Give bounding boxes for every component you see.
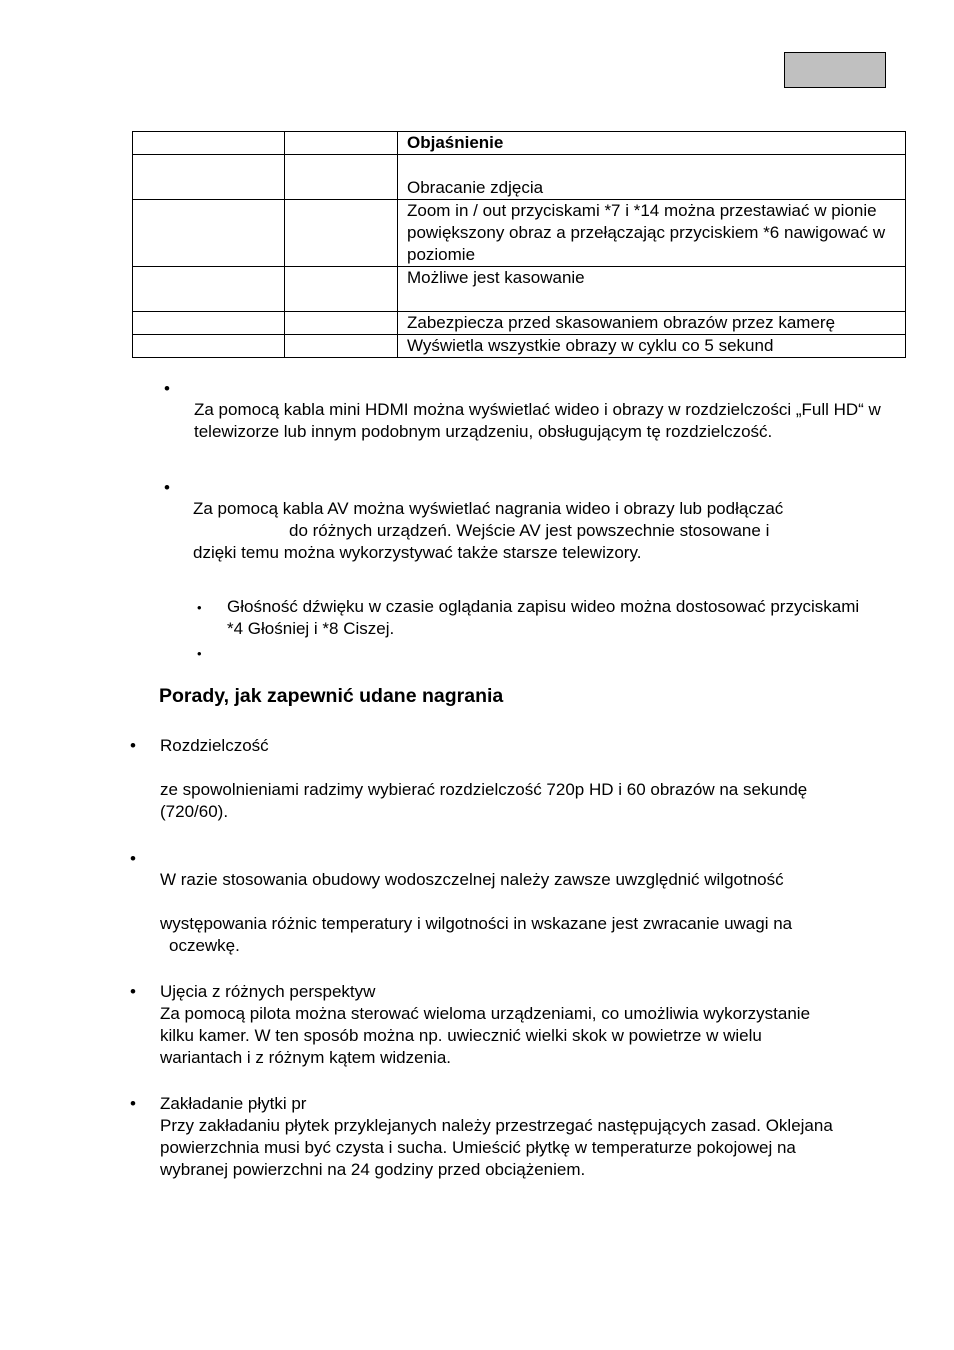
table-cell bbox=[133, 335, 285, 358]
resolution-paragraph: ze spowolnieniami radzimy wybierać rozdzielczość 720p HD i 60 obrazów na sekundę (720/60). bbox=[160, 780, 808, 821]
table-cell bbox=[133, 155, 285, 200]
housing-line3: oczewkę. bbox=[169, 936, 240, 955]
table-cell bbox=[133, 200, 285, 267]
table-cell-explanation: Zoom in / out przyciskami *7 i *14 można przestawiać w pionie powiększony obraz a przełączając przyciskiem *6 nawigować w poziomie bbox=[398, 200, 906, 267]
housing-line1: W razie stosowania obudowy wodoszczelnej należy zawsze uwzględnić wilgotność bbox=[160, 870, 784, 889]
hdmi-paragraph: Za pomocą kabla mini HDMI można wyświetlać wideo i obrazy w rozdzielczości „Full HD“ w telewizorze lub innym podobnym urządzeniu, obsługującym tę rozdzielczość. bbox=[194, 400, 881, 441]
bullet: • bbox=[130, 982, 136, 1001]
bullet: • bbox=[130, 736, 136, 755]
housing-line2: występowania różnic temperatury i wilgotności in wskazane jest zwracanie uwagi na bbox=[160, 914, 793, 933]
resolution-title: Rozdzielczość bbox=[160, 736, 269, 755]
table-cell bbox=[133, 267, 285, 312]
language-tab-box bbox=[784, 52, 886, 88]
bullet: • bbox=[130, 849, 136, 868]
bullet: • bbox=[164, 379, 170, 398]
table-cell bbox=[133, 312, 285, 335]
table-cell bbox=[285, 312, 398, 335]
function-table bbox=[132, 131, 906, 358]
perspectives-paragraph: Za pomocą pilota można sterować wieloma urządzeniami, co umożliwia wykorzystanie kilku kamer. W ten sposób można np. uwiecznić wielki skok w powietrze w wielu wariantach i z różnym kątem widzenia. bbox=[160, 1004, 811, 1067]
table-row bbox=[133, 312, 906, 335]
bullet: • bbox=[197, 646, 202, 661]
table-row bbox=[133, 155, 906, 200]
table-row bbox=[133, 200, 906, 267]
bullet: • bbox=[130, 1094, 136, 1113]
table-cell bbox=[285, 200, 398, 267]
bullet: • bbox=[197, 600, 202, 615]
av-paragraph-line1: Za pomocą kabla AV można wyświetlać nagrania wideo i obrazy lub podłączać bbox=[193, 499, 784, 518]
table-cell-explanation: Możliwe jest kasowanie bbox=[398, 267, 906, 312]
table-cell bbox=[285, 335, 398, 358]
table-header-cell bbox=[133, 132, 285, 155]
table-cell bbox=[285, 155, 398, 200]
av-paragraph-line2: do różnych urządzeń. Wejście AV jest powszechnie stosowane i bbox=[289, 521, 770, 540]
perspectives-title: Ujęcia z różnych perspektyw bbox=[160, 982, 376, 1001]
av-paragraph-line3: dzięki temu można wykorzystywać także starsze telewizory. bbox=[193, 543, 642, 562]
volume-paragraph: Głośność dźwięku w czasie oglądania zapisu wideo można dostosować przyciskami *4 Głośniej i *8 Ciszej. bbox=[227, 597, 860, 638]
table-header-cell bbox=[285, 132, 398, 155]
table-cell-explanation: Obracanie zdjęcia bbox=[398, 155, 906, 200]
table-cell-explanation: Zabezpiecza przed skasowaniem obrazów przez kamerę bbox=[398, 312, 906, 335]
table-row bbox=[133, 267, 906, 312]
table-cell bbox=[285, 267, 398, 312]
table-header-row bbox=[133, 132, 906, 155]
table-cell-explanation: Wyświetla wszystkie obrazy w cyklu co 5 sekund bbox=[398, 335, 906, 358]
bullet: • bbox=[164, 478, 170, 497]
table-header-explanation: Objaśnienie bbox=[398, 132, 906, 155]
tips-heading: Porady, jak zapewnić udane nagrania bbox=[159, 685, 504, 707]
plate-paragraph: Przy zakładaniu płytek przyklejanych należy przestrzegać następujących zasad. Oklejana powierzchnia musi być czysta i sucha. Umieścić płytkę w temperaturze pokojowej na wybranej powierzchni na 24 godziny przed obciążeniem. bbox=[160, 1116, 833, 1179]
table-row bbox=[133, 335, 906, 358]
plate-title: Zakładanie płytki pr bbox=[160, 1094, 307, 1113]
